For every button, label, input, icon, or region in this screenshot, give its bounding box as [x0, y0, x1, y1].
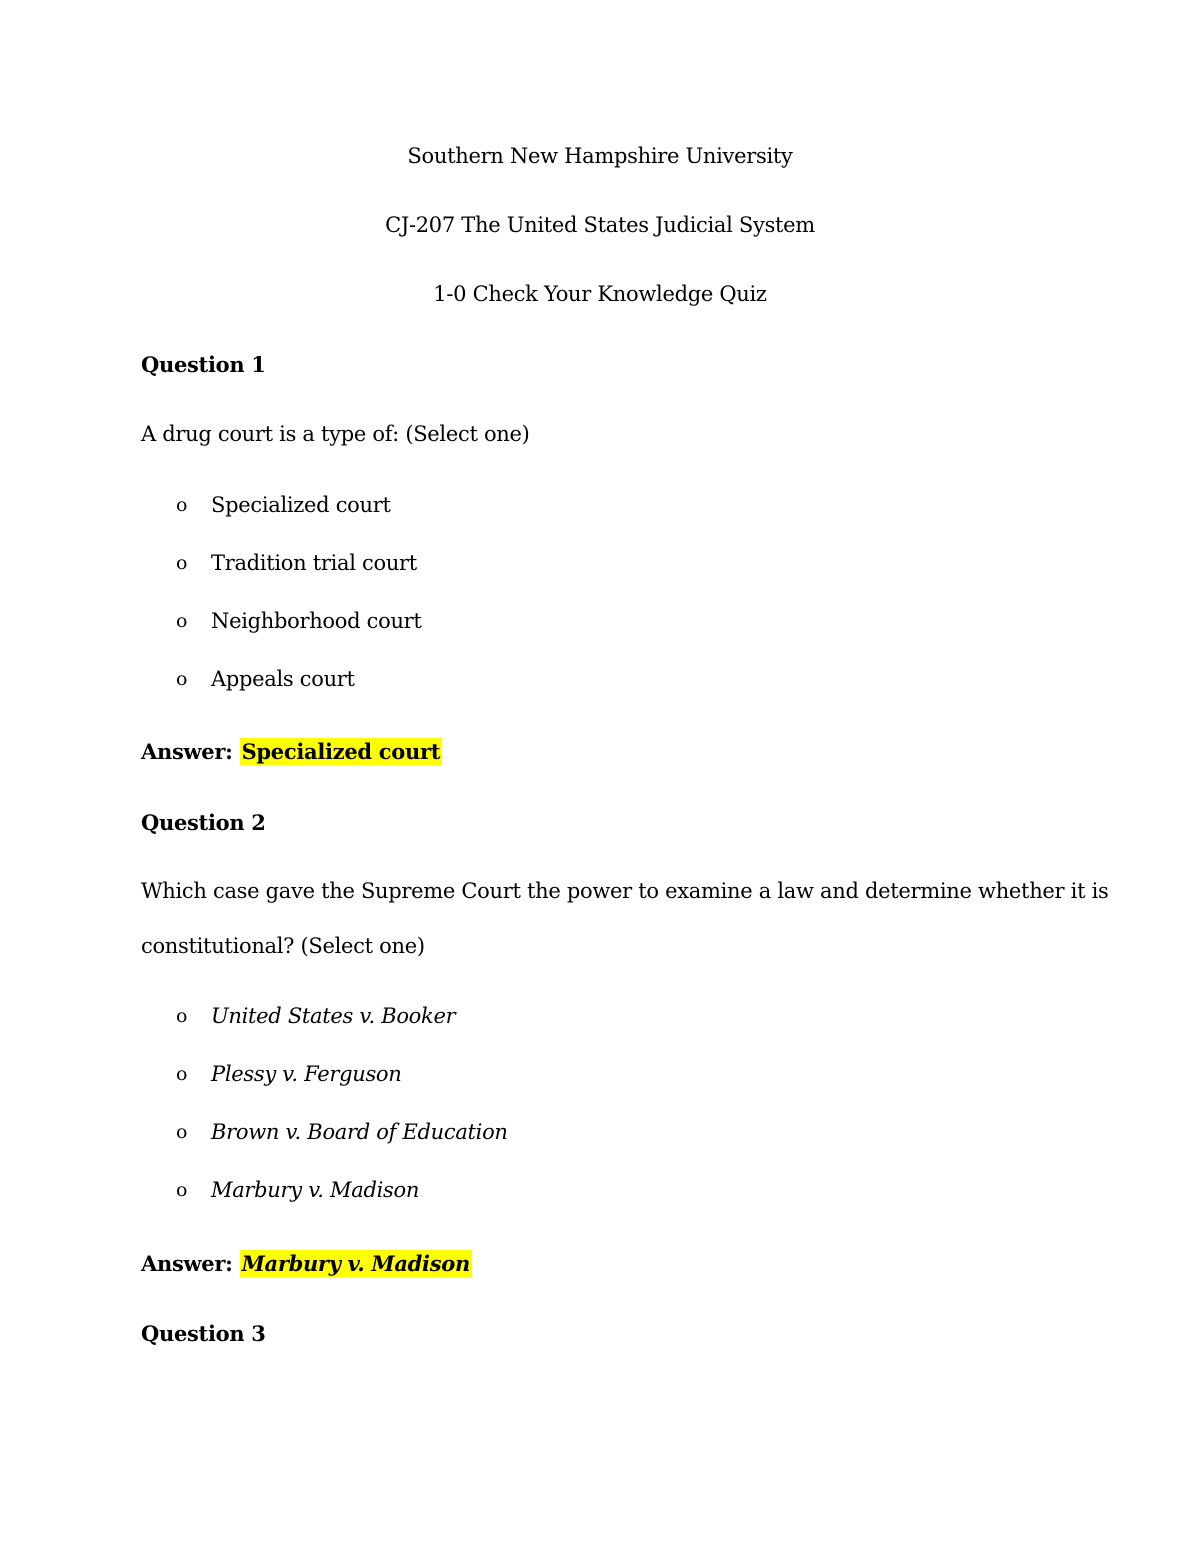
- answer-label: Answer:: [141, 1251, 233, 1276]
- answer-highlight: Marbury v. Madison: [241, 1251, 470, 1276]
- bullet-marker: o: [176, 494, 188, 516]
- bullet-marker: o: [176, 1005, 188, 1027]
- question-1-option: Neighborhood court: [211, 609, 422, 633]
- answer-highlight: Specialized court: [241, 739, 441, 764]
- question-2-prompt-line-2: constitutional? (Select one): [141, 934, 425, 958]
- bullet-marker: o: [176, 1121, 188, 1143]
- question-2-heading: Question 2: [141, 810, 266, 835]
- question-1-option: Tradition trial court: [211, 551, 417, 575]
- question-2-option: Plessy v. Ferguson: [211, 1062, 402, 1086]
- question-1-answer: [141, 738, 442, 766]
- university-name: Southern New Hampshire University: [407, 144, 793, 168]
- quiz-title: 1-0 Check Your Knowledge Quiz: [433, 282, 767, 306]
- answer-label: Answer:: [141, 739, 233, 764]
- question-3-heading: Question 3: [141, 1321, 266, 1346]
- bullet-marker: o: [176, 552, 188, 574]
- question-1-option: Appeals court: [211, 667, 355, 691]
- question-2-answer: [141, 1250, 472, 1278]
- course-title: CJ-207 The United States Judicial System: [385, 213, 815, 237]
- question-1-prompt: A drug court is a type of: (Select one): [141, 422, 530, 446]
- question-2-option: United States v. Booker: [211, 1004, 456, 1028]
- question-1-option: Specialized court: [211, 493, 391, 517]
- question-2-option: Brown v. Board of Education: [211, 1120, 508, 1144]
- bullet-marker: o: [176, 610, 188, 632]
- bullet-marker: o: [176, 668, 188, 690]
- bullet-marker: o: [176, 1179, 188, 1201]
- bullet-marker: o: [176, 1063, 188, 1085]
- question-2-option: Marbury v. Madison: [211, 1178, 420, 1202]
- question-1-heading: Question 1: [141, 352, 266, 377]
- question-2-prompt-line-1: Which case gave the Supreme Court the power to examine a law and determine whether it is: [141, 879, 1109, 903]
